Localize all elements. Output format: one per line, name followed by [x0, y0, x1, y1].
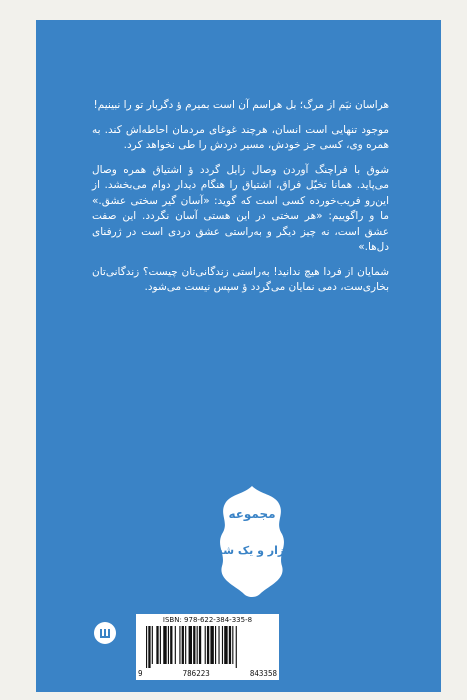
- barcode-digit-prefix: 9: [138, 669, 143, 678]
- publisher-logo-icon: [94, 622, 116, 644]
- barcode-bar: [189, 626, 192, 664]
- series-emblem-icon: [211, 484, 293, 602]
- barcode-bars: [144, 626, 272, 668]
- barcode-bar: [199, 626, 201, 664]
- barcode-digits: [138, 669, 277, 678]
- barcode-bar: [236, 626, 237, 668]
- barcode-bar: [179, 626, 180, 664]
- blurb-text-block: [92, 98, 389, 305]
- blurb-paragraph-2: موجود تنهایی است انسان، هرچند غوغای مردمان احاطه‌اش کند. به همره وی، کسی جز خودش، مسیر دردش را طی نخواهد کرد.: [92, 123, 389, 151]
- barcode-bar: [148, 626, 150, 668]
- barcode-bar: [146, 626, 147, 668]
- barcode-bar: [197, 626, 198, 664]
- series-emblem-bottom-text: هزار و یک شب: [211, 544, 293, 557]
- barcode-bar: [218, 626, 219, 664]
- barcode-bar: [170, 626, 172, 664]
- barcode-bar: [163, 626, 166, 664]
- barcode-bar: [193, 626, 195, 664]
- series-emblem-top-text: مجموعه: [228, 507, 276, 521]
- barcode-bar: [232, 626, 233, 664]
- barcode-bar: [229, 626, 231, 664]
- barcode-bar: [207, 626, 209, 664]
- blurb-paragraph-3: شوق با فراچنگ آوردن وصال زایل گردد ؤ اشتیاق همره وصال می‌پاید. همانا تخیّل فراق، اشتیاق را هنگام دیدار دوام می‌بخشد. از این‌رو فریب‌خورده کسی است که گوید: «آسان گیر سختی عشق.» ما و راگوییم: «هر سختی در این هستی آسان نگردد. این صفت عشق است، نه چیز دیگر و به‌راستی عشق دردی است در ژرفنای دل‌ها.»: [92, 163, 389, 253]
- barcode-bar: [222, 626, 223, 664]
- barcode-bar: [210, 626, 213, 664]
- barcode-bar: [205, 626, 206, 664]
- barcode-bar: [160, 626, 161, 664]
- barcode-bar: [175, 626, 176, 664]
- isbn-text: ISBN: 978-622-384-335-8: [162, 616, 253, 624]
- barcode-bar: [215, 626, 216, 664]
- barcode-digit-group-right: 843358: [249, 669, 277, 678]
- blurb-paragraph-4: شمایان از فردا هیچ ندانید! به‌راستی زندگانی‌تان چیست؟ زندگانی‌تان بخاری‌ست، دمی نمایان می‌گردد ؤ سپس نیست می‌شود.: [92, 265, 389, 293]
- isbn-barcode: [136, 614, 279, 680]
- barcode-bar: [156, 626, 158, 664]
- barcode-bar: [182, 626, 184, 664]
- barcode-bar: [224, 626, 227, 664]
- blurb-paragraph-1: هراسان نیَم از مرگ؛ بل هراسم آن است بمیرم ؤ دگربار تو را نبینیم!: [93, 99, 389, 111]
- barcode-bar: [152, 626, 153, 664]
- barcode-bar: [185, 626, 186, 664]
- barcode-bar: [168, 626, 169, 664]
- barcode-digit-group-left: 786223: [182, 669, 210, 678]
